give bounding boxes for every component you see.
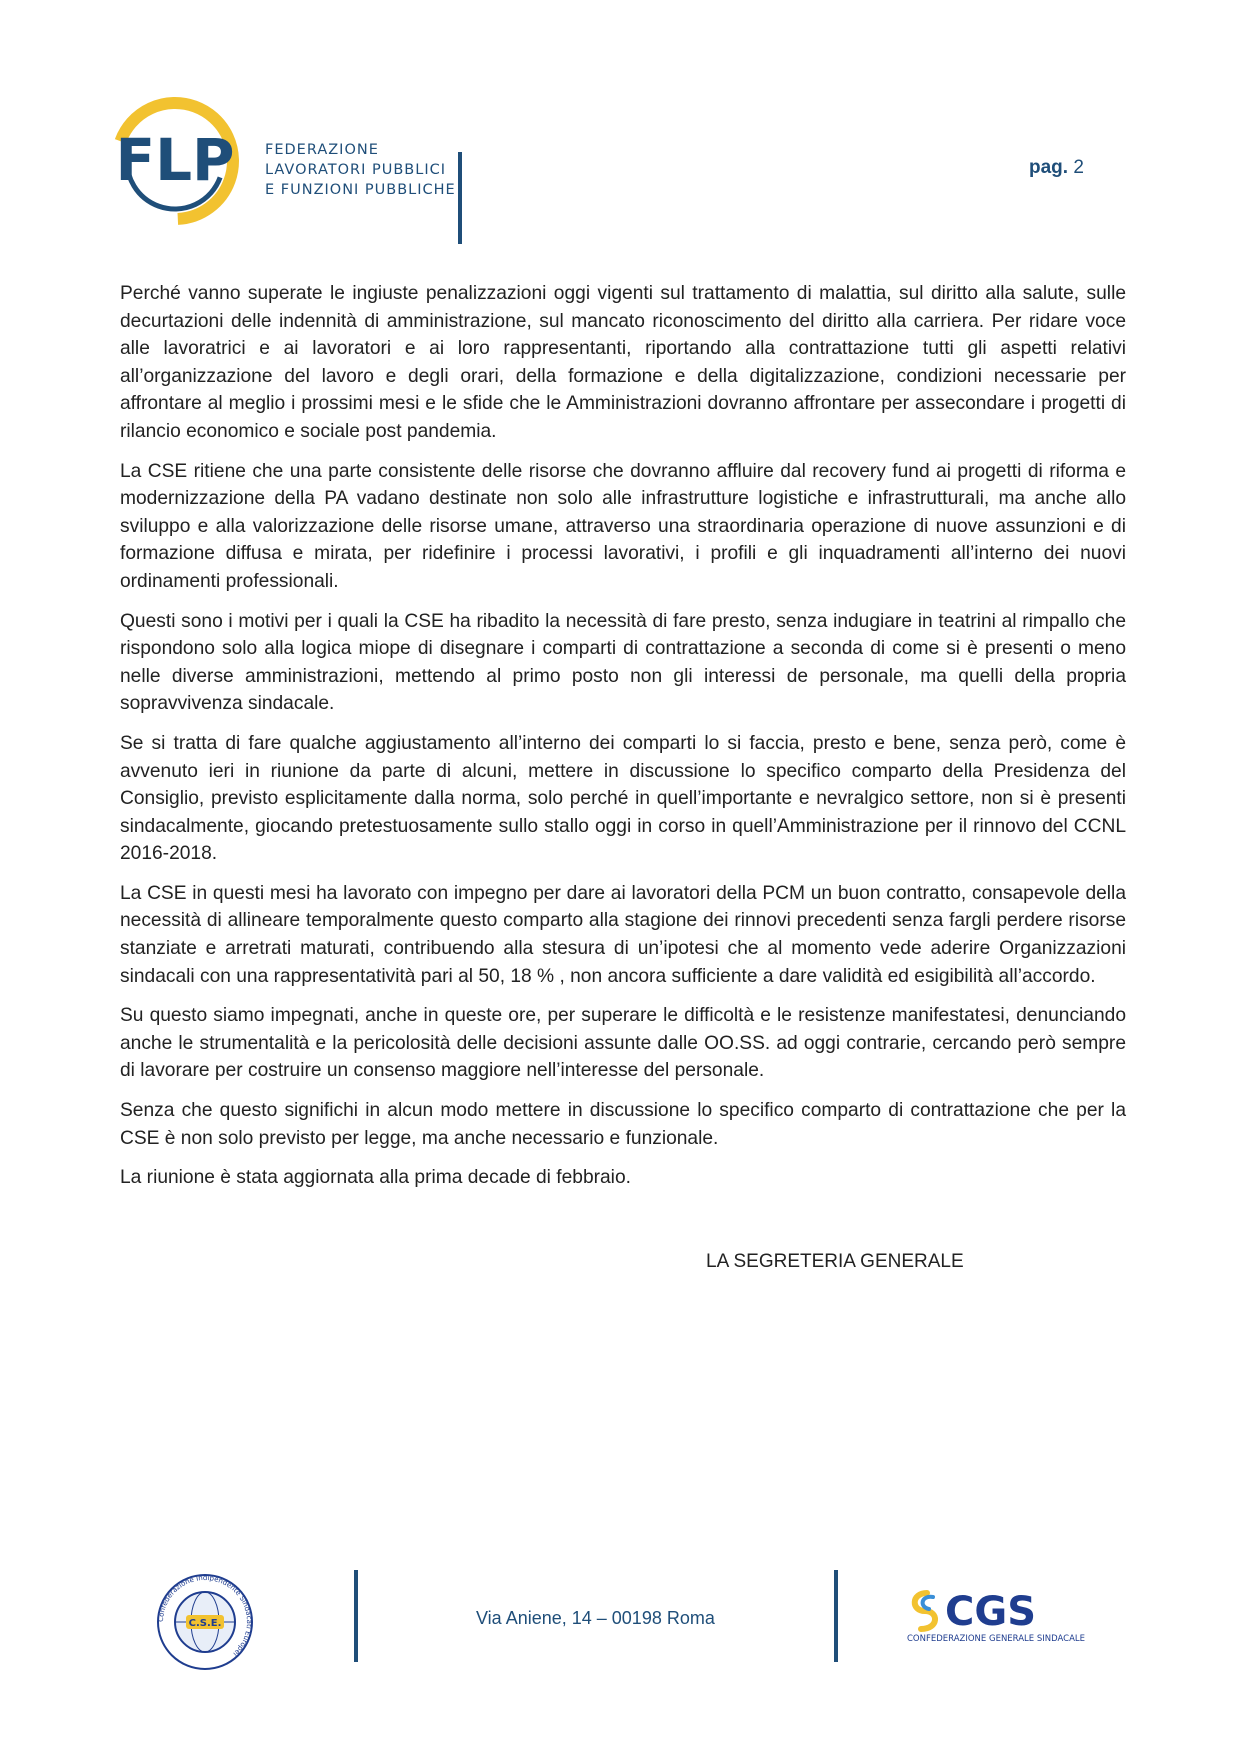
paragraph: La CSE ritiene che una parte consistente delle risorse che dovranno affluire dal recovery fund ai progetti di riforma e modernizzazione della PA vadano destinate non solo alle infrastrutture logistiche e infrastrutturali, ma anche allo sviluppo e alla valorizzazione delle risorse umane, attraverso una straordinaria operazione di nuove assunzioni e di formazione diffusa e mirata, per ridefinire i processi lavorativi, i profili e gli inquadramenti all’interno dei nuovi ordinamenti professionali. <box>120 460 1126 592</box>
cgs-logo <box>905 1583 1105 1643</box>
footer-divider-left <box>354 1570 358 1662</box>
cse-logo-ring-text: Confederazione Indipendente Sindacati Europei <box>156 1573 254 1658</box>
paragraph: Perché vanno superate le ingiuste penalizzazioni oggi vigenti sul trattamento di malattia, sul diritto alla salute, sulle decurtazioni delle indennità di amministrazione, sul mancato riconoscimento del diritto alla carriera. Per ridare voce alle lavoratrici e ai lavoratori e ai loro rappresentanti, riportando alla contrattazione tutti gli aspetti relativi all’organizzazione del lavoro e degli orari, della formazione e della digitalizzazione, condizioni necessarie per affrontare al meglio i prossimi mesi e le sfide che le Amministrazioni dovranno affrontare per assecondare i progetti di rilancio economico e sociale post pandemia. <box>120 283 1126 442</box>
paragraph: Se si tratta di fare qualche aggiustamento all’interno dei comparti lo si faccia, presto e bene, senza però, come è avvenuto ieri in riunione da parte di alcuni, mettere in discussione lo specifico comparto della Presidenza del Consiglio, previsto esplicitamente dalla norma, solo perché in quell’importante e nevralgico settore, non si è presenti sindacalmente, giocando pretestuosamente sullo stallo oggi in corso in quell’Amministrazione per il rinnovo del CCNL 2016-2018. <box>120 732 1126 865</box>
header-divider <box>458 152 462 244</box>
flp-logo <box>105 88 245 238</box>
paragraph: Senza che questo significhi in alcun modo mettere in discussione lo specifico comparto di contrattazione che per la CSE è non solo previsto per legge, ma anche necessario e funzionale. <box>120 1100 1126 1149</box>
page-label: pag. <box>1029 157 1069 178</box>
org-line-1: FEDERAZIONE <box>265 142 379 158</box>
org-line-2: LAVORATORI PUBBLICI <box>265 162 446 178</box>
flp-logo-text: FLP <box>115 126 235 194</box>
paragraph: Su questo siamo impegnati, anche in queste ore, per superare le difficoltà e le resistenze manifestatesi, denunciando anche le strumentalità e la pericolosità delle decisioni assunte dalle OO.SS. ad oggi contrarie, cercando però sempre di lavorare per costruire un consenso maggiore nell’interesse del personale. <box>120 1005 1126 1082</box>
cgs-logo-text: CGS <box>945 1589 1036 1635</box>
signature: LA SEGRETERIA GENERALE <box>706 1251 964 1272</box>
page-number-value: 2 <box>1073 157 1084 178</box>
footer-address: Via Aniene, 14 – 00198 Roma <box>476 1608 715 1628</box>
org-name <box>265 140 456 200</box>
cse-logo-center-text: C.S.E. <box>188 1618 222 1629</box>
paragraph: La CSE in questi mesi ha lavorato con impegno per dare ai lavoratori della PCM un buon contratto, consapevole della necessità di allineare temporalmente questo comparto alla stagione dei rinnovi precedenti senza fargli perdere risorse stanziate e arretrati maturati, contribuendo alla stesura di un’ipotesi che al momento vede aderire Organizzazioni sindacali con una rappresentatività pari al 50, 18 % , non ancora sufficiente a dare validità ed esigibilità all’accordo. <box>120 882 1126 987</box>
page-number <box>1029 157 1084 179</box>
cse-logo <box>150 1572 260 1672</box>
cgs-logo-subtitle: CONFEDERAZIONE GENERALE SINDACALE <box>907 1634 1086 1643</box>
paragraph: Questi sono i motivi per i quali la CSE ha ribadito la necessità di fare presto, senza indugiare in teatrini al rimpallo che rispondono solo alla logica miope di disegnare i comparti di contrattazione a seconda di come si è presenti o meno nelle diverse amministrazioni, mettendo al primo posto non gli interessi de personale, ma quelli della propria sopravvivenza sindacale. <box>120 610 1126 715</box>
document-body <box>120 280 1126 1204</box>
footer-divider-right <box>834 1570 838 1662</box>
cgs-logo-swirl-icon-blue <box>923 1597 933 1609</box>
paragraph: La riunione è stata aggiornata alla prima decade di febbraio. <box>120 1167 631 1189</box>
org-line-3: E FUNZIONI PUBBLICHE <box>265 182 456 198</box>
